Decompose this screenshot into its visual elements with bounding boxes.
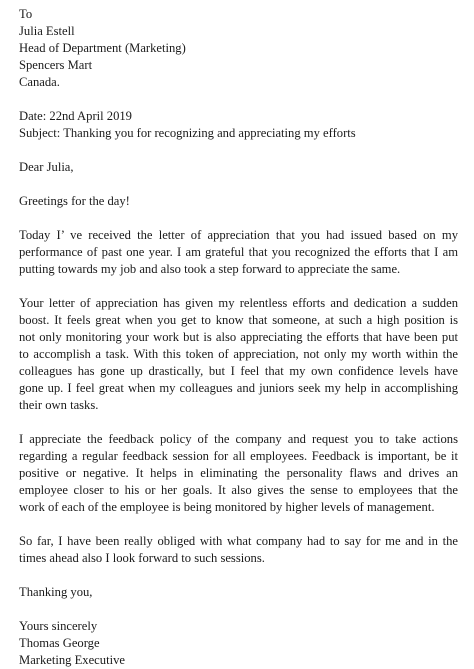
paragraph-line: Today I’ ve received the letter of appreciation that you had issued based on my [19, 228, 458, 242]
greeting: Greetings for the day! [19, 194, 130, 208]
paragraph-line: boost. It feels great when you get to know that someone, at such a high position is [19, 313, 458, 327]
paragraph-2 [19, 295, 458, 414]
paragraph-line: Your letter of appreciation has given my relentless efforts and dedication a sudden [19, 296, 458, 310]
paragraph-line: performance of past one year. I am grateful that you recognized the efforts that I am [19, 245, 458, 259]
sender-position: Marketing Executive [19, 653, 125, 667]
signoff: Yours sincerely [19, 619, 98, 633]
paragraph-4 [19, 533, 458, 567]
paragraph-line: times ahead also I look forward to such sessions. [19, 551, 265, 565]
closing: Thanking you, [19, 585, 93, 599]
recipient-name: Julia Estell [19, 24, 75, 38]
paragraph-1 [19, 227, 458, 278]
paragraph-line: gone up. I feel great when my colleagues and juniors seek my help in accomplishing [19, 381, 458, 395]
recipient-title: Head of Department (Marketing) [19, 41, 186, 55]
recipient-to: To [19, 7, 33, 21]
paragraph-line: work of each of the employee is being monitored by higher levels of management. [19, 500, 435, 514]
paragraph-line: positive or negative. It helps in eliminating the personality flaws and drives an [19, 466, 458, 480]
paragraph-line: not only monitoring your work but is also appreciating the efforts that have been put [19, 330, 458, 344]
paragraph-3 [19, 431, 458, 516]
paragraph-line: their own tasks. [19, 398, 99, 412]
paragraph-line: employee closer to his or her goals. It also gives the sense to employees that the [19, 483, 458, 497]
recipient-country: Canada. [19, 75, 60, 89]
paragraph-line: I appreciate the feedback policy of the company and request you to take actions [19, 432, 458, 446]
paragraph-line: So far, I have been really obliged with what company had to say for me and in the [19, 534, 458, 548]
salutation: Dear Julia, [19, 160, 74, 174]
paragraph-line: colleagues has gone up drastically, but I feel that my own confidence levels have [19, 364, 458, 378]
paragraph-line: regarding a regular feedback session for all employees. Feedback is important, be it [19, 449, 458, 463]
paragraph-line: putting towards my job and also took a step forward to appreciate the same. [19, 262, 401, 276]
letter-date: Date: 22nd April 2019 [19, 109, 132, 123]
recipient-company: Spencers Mart [19, 58, 93, 72]
paragraph-line: to accomplish a task. With this token of appreciation, not only my worth within the [19, 347, 458, 361]
sender-name: Thomas George [19, 636, 100, 650]
letter-subject: Subject: Thanking you for recognizing and appreciating my efforts [19, 126, 356, 140]
